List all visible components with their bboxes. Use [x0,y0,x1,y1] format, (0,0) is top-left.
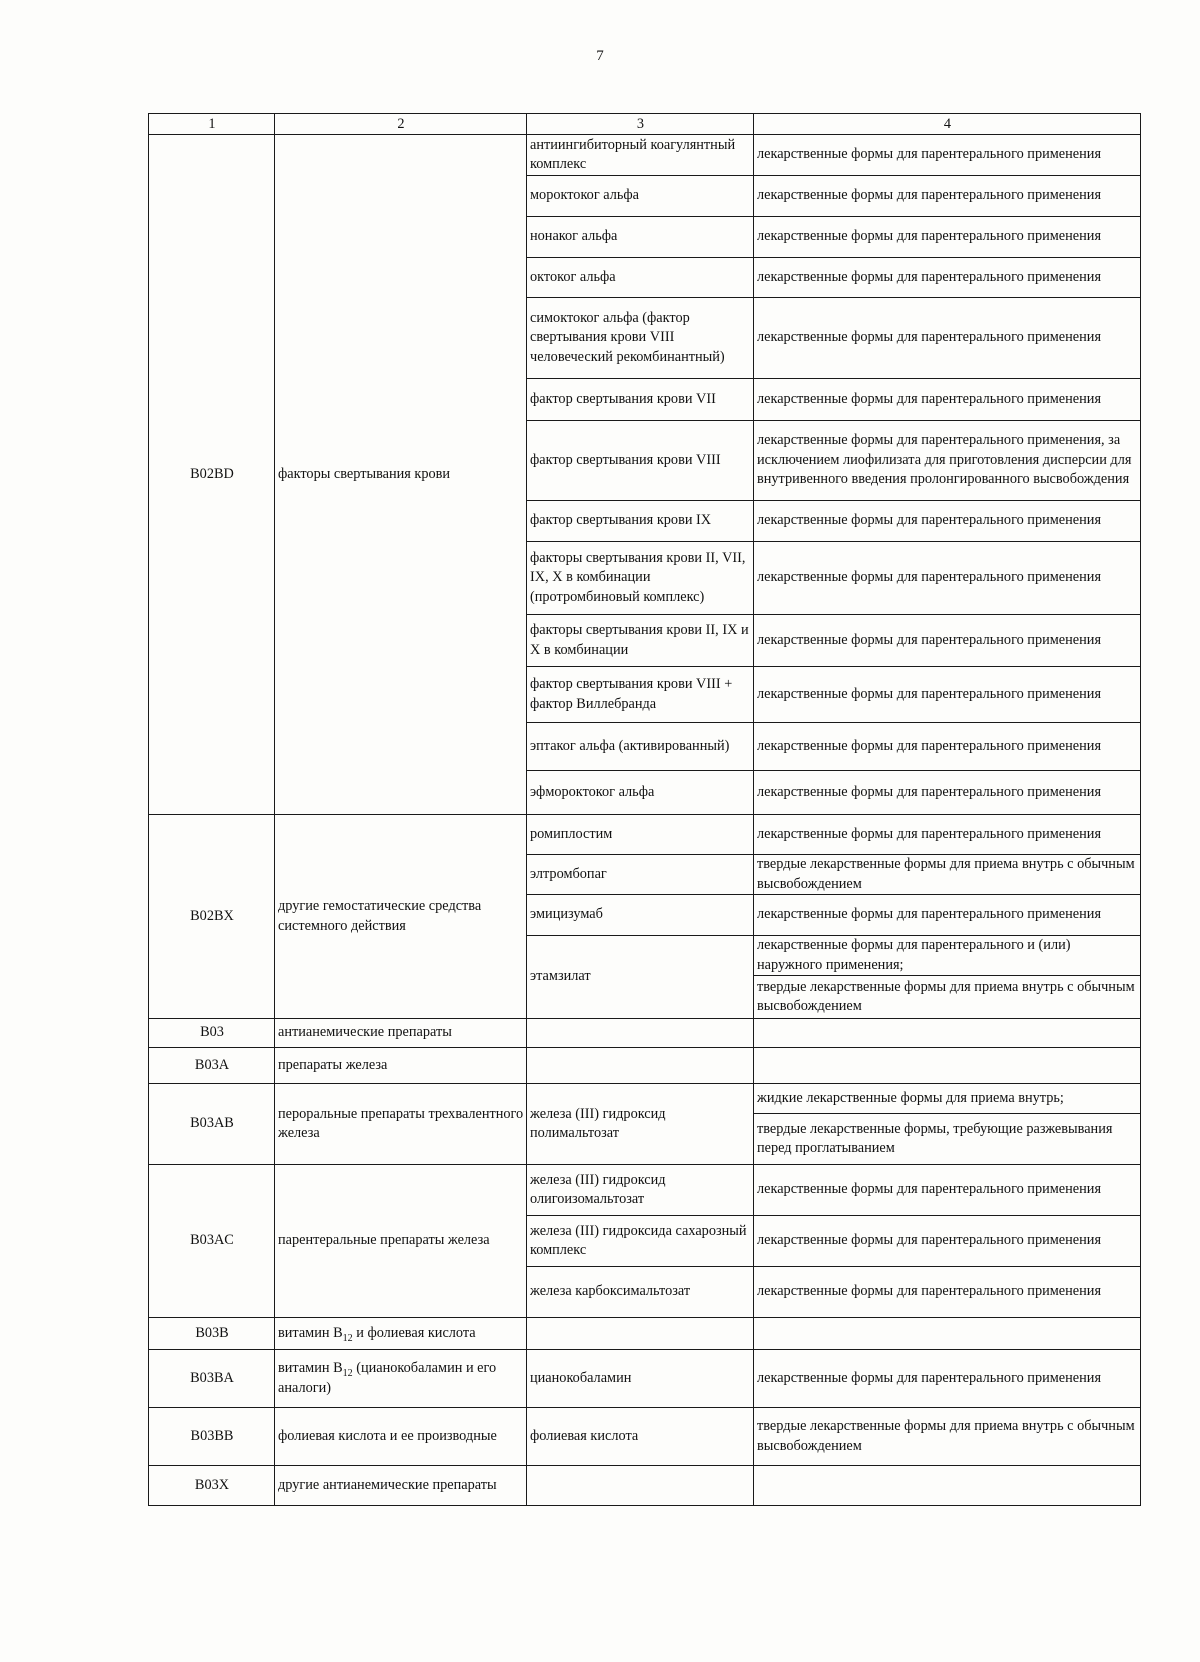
drug-name: фактор свертывания крови VIII + фактор Виллебранда [527,667,754,723]
subscript: 12 [342,1367,353,1379]
drug-name: железа (III) гидроксид полимальтозат [527,1084,754,1165]
atc-group-name: другие антианемические препараты [275,1466,527,1506]
dosage-form: лекарственные формы для парентерального применения [754,895,1141,936]
drug-name: элтромбопаг [527,855,754,895]
column-header: 3 [527,114,754,135]
atc-code: B03B [149,1318,275,1350]
drug-name: эптаког альфа (активированный) [527,723,754,771]
table-row [149,1048,1141,1084]
dosage-form: лекарственные формы для парентерального применения [754,723,1141,771]
atc-group-name: антианемические препараты [275,1019,527,1048]
table-row [149,1084,1141,1114]
dosage-form [754,1048,1141,1084]
drug-name [527,1318,754,1350]
dosage-form: твердые лекарственные формы для приема внутрь с обычным высвобождением [754,855,1141,895]
dosage-form: лекарственные формы для парентерального применения [754,217,1141,258]
drug-name: фактор свертывания крови IX [527,501,754,542]
table-row [149,1466,1141,1506]
dosage-form: твердые лекарственные формы, требующие разжевывания перед проглатыванием [754,1114,1141,1165]
group-name-part: и фолиевая кислота [352,1324,476,1341]
dosage-form: лекарственные формы для парентерального применения [754,615,1141,667]
column-header: 2 [275,114,527,135]
drug-name: фактор свертывания крови VIII [527,421,754,501]
dosage-form [754,1019,1141,1048]
atc-group-name: факторы свертывания крови [275,135,527,815]
table-row [149,1165,1141,1216]
dosage-form: лекарственные формы для парентерального и (или) наружного применения; [754,936,1141,976]
dosage-form: лекарственные формы для парентерального применения [754,771,1141,815]
atc-code: B03 [149,1019,275,1048]
dosage-form: твердые лекарственные формы для приема внутрь с обычным высвобождением [754,976,1141,1019]
atc-code: B02BD [149,135,275,815]
drug-name: антиингибиторный коагулянтный комплекс [527,135,754,176]
atc-group-name [275,1350,527,1408]
dosage-form: лекарственные формы для парентерального применения [754,501,1141,542]
atc-code: B03A [149,1048,275,1084]
atc-group-name: препараты железа [275,1048,527,1084]
drug-name: симоктоког альфа (фактор свертывания крови VIII человеческий рекомбинантный) [527,298,754,379]
atc-group-name: фолиевая кислота и ее производные [275,1408,527,1466]
table-row [149,815,1141,855]
drug-name: мороктоког альфа [527,176,754,217]
drug-name: цианокобаламин [527,1350,754,1408]
page-number: 7 [596,48,604,64]
atc-code: B03AB [149,1084,275,1165]
dosage-form: лекарственные формы для парентерального применения [754,1267,1141,1318]
atc-code: B03AC [149,1165,275,1318]
drug-name: факторы свертывания крови II, VII, IX, X в комбинации (протромбиновый комплекс) [527,542,754,615]
dosage-form: лекарственные формы для парентерального применения [754,1350,1141,1408]
subscript: 12 [342,1332,353,1344]
drug-name: ромиплостим [527,815,754,855]
drug-name: этамзилат [527,936,754,1019]
drug-name [527,1466,754,1506]
atc-group-name: пероральные препараты трехвалентного железа [275,1084,527,1165]
atc-group-name: другие гемостатические средства системного действия [275,815,527,1019]
drug-name [527,1019,754,1048]
dosage-form: жидкие лекарственные формы для приема внутрь; [754,1084,1141,1114]
table-row [149,1019,1141,1048]
dosage-form: твердые лекарственные формы для приема внутрь с обычным высвобождением [754,1408,1141,1466]
dosage-form: лекарственные формы для парентерального применения [754,542,1141,615]
table-row [149,1350,1141,1408]
column-header: 4 [754,114,1141,135]
group-name-part: (цианокобаламин и его аналоги) [278,1360,497,1396]
table-header-row [149,114,1141,135]
group-name-part: витамин B [278,1360,343,1376]
drug-name: октоког альфа [527,258,754,298]
drug-name: нонаког альфа [527,217,754,258]
drug-name: железа (III) гидроксид олигоизомальтозат [527,1165,754,1216]
drug-name: факторы свертывания крови II, IX и X в комбинации [527,615,754,667]
dosage-form: лекарственные формы для парентерального применения [754,667,1141,723]
table-row [149,1318,1141,1350]
group-name-part: витамин B [278,1324,343,1341]
atc-code: B03BA [149,1350,275,1408]
atc-code: B03BB [149,1408,275,1466]
drug-name: железа карбоксимальтозат [527,1267,754,1318]
atc-group-name [275,1318,527,1350]
dosage-form: лекарственные формы для парентерального применения, за исключением лиофилизата для приготовления дисперсии для внутривенного введения пролонгированного высвобождения [754,421,1141,501]
dosage-form: лекарственные формы для парентерального применения [754,1216,1141,1267]
dosage-form: лекарственные формы для парентерального применения [754,379,1141,421]
dosage-form: лекарственные формы для парентерального применения [754,815,1141,855]
drug-name [527,1048,754,1084]
dosage-form: лекарственные формы для парентерального применения [754,298,1141,379]
table-row [149,135,1141,176]
atc-group-name: парентеральные препараты железа [275,1165,527,1318]
atc-code: B03X [149,1466,275,1506]
drug-name: железа (III) гидроксида сахарозный комплекс [527,1216,754,1267]
dosage-form: лекарственные формы для парентерального применения [754,135,1141,176]
dosage-form [754,1466,1141,1506]
dosage-form: лекарственные формы для парентерального применения [754,176,1141,217]
drug-name: фактор свертывания крови VII [527,379,754,421]
column-header: 1 [149,114,275,135]
drug-name: эфмороктоког альфа [527,771,754,815]
dosage-form: лекарственные формы для парентерального применения [754,258,1141,298]
drug-name: фолиевая кислота [527,1408,754,1466]
drug-name: эмицизумаб [527,895,754,936]
atc-code: B02BX [149,815,275,1019]
dosage-form [754,1318,1141,1350]
dosage-form: лекарственные формы для парентерального применения [754,1165,1141,1216]
table-row [149,1408,1141,1466]
drug-table [148,113,1141,1506]
